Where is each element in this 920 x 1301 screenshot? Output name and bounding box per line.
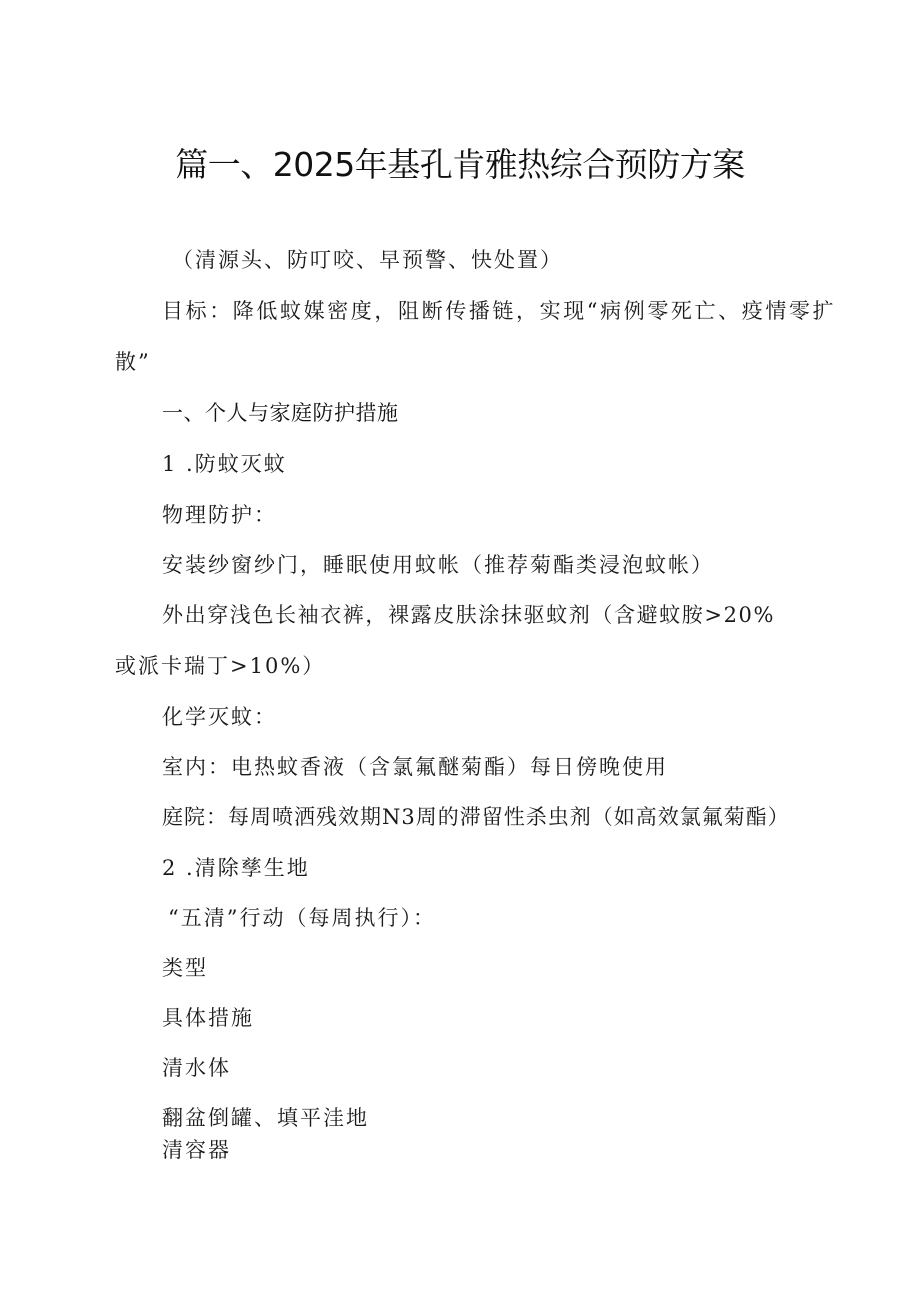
subtitle: （清源头、防叮咬、早预警、快处置）: [172, 248, 563, 272]
table-column-type: 类型: [162, 956, 208, 980]
document-title: 篇一、2025年基孔肯雅热综合预防方案: [175, 145, 745, 184]
chemical-control-item-1: 室内：电热蚊香液（含氯氟醚菊酯）每日傍晚使用: [162, 755, 668, 779]
table-row-measure: 翻盆倒罐、填平洼地: [162, 1106, 369, 1130]
physical-protection-label: 物理防护：: [162, 503, 277, 527]
chemical-control-item-2: 庭院：每周喷洒残效期N3周的滞留性杀虫剂（如高效氯氟菊酯）: [162, 805, 790, 829]
section-heading-personal-protection: 一、个人与家庭防护措施: [162, 401, 399, 425]
goal-line-2: 散”: [115, 350, 151, 374]
goal-line-1: 目标：降低蚊媒密度，阻断传播链，实现“病例零死亡、疫情零扩: [162, 299, 837, 323]
item-heading-breeding-sites: 2 .清除孳生地: [162, 856, 310, 880]
chemical-control-label: 化学灭蚊：: [162, 705, 277, 729]
physical-protection-item-2-line-2: 或派卡瑞丁>10%）: [115, 654, 326, 678]
table-row-type: 清水体: [162, 1056, 231, 1080]
five-clean-action: “五清”行动（每周执行）：: [168, 906, 436, 930]
physical-protection-item-2-line-1: 外出穿浅色长袖衣裤，裸露皮肤涂抹驱蚊剂（含避蚊胺>20%: [162, 603, 776, 627]
table-column-measures: 具体措施: [162, 1006, 254, 1030]
table-row-type: 清容器: [162, 1138, 231, 1162]
item-heading-mosquito-control: 1 .防蚊灭蚊: [162, 452, 287, 476]
physical-protection-item-1: 安装纱窗纱门，睡眠使用蚊帐（推荐菊酯类浸泡蚊帐）: [162, 553, 714, 577]
